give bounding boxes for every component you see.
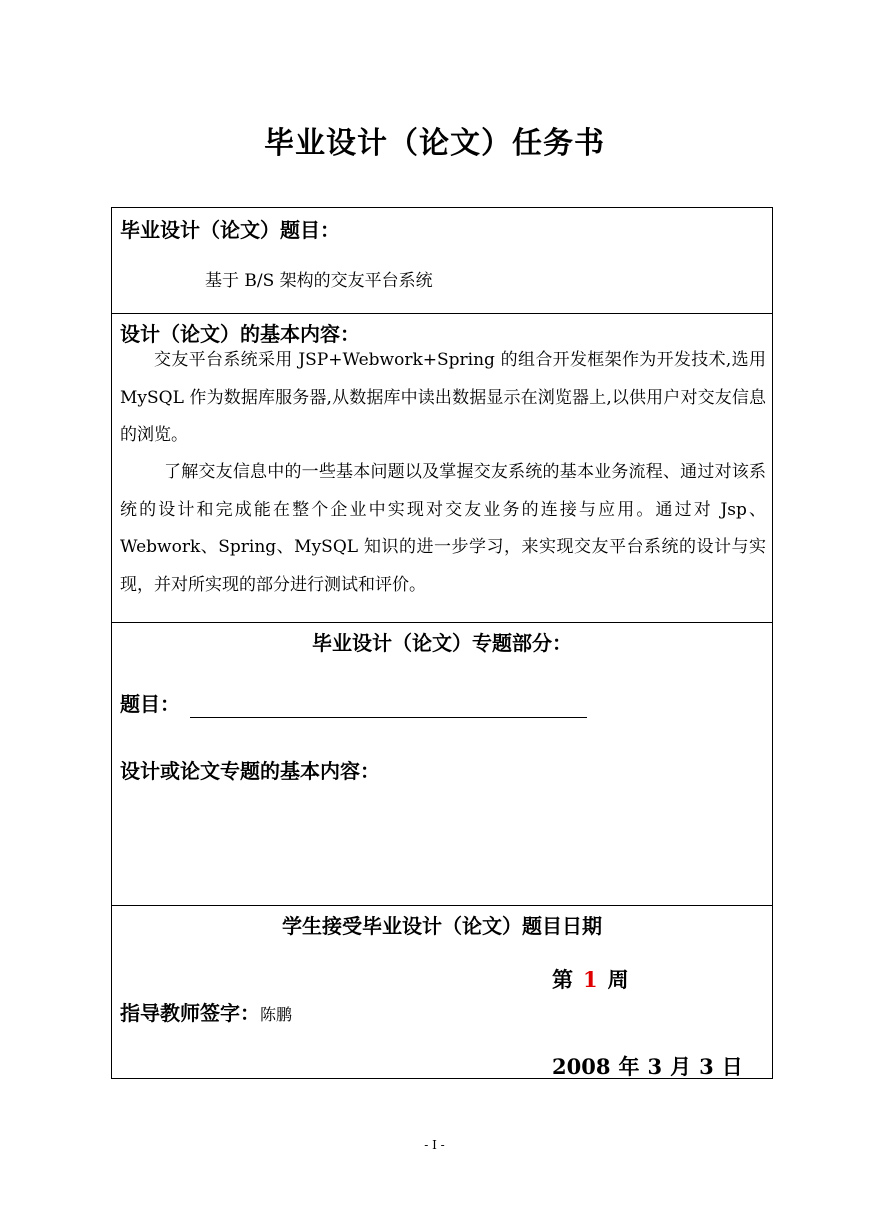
topic-heading: 毕业设计（论文）题目：: [120, 218, 340, 242]
date-day: 3: [699, 1054, 714, 1079]
week-suffix: 周: [607, 967, 629, 992]
week-prefix: 第: [552, 967, 573, 992]
special-content-label: 设计或论文专题的基本内容：: [120, 759, 380, 783]
special-row: [112, 623, 772, 906]
week-number: 1: [583, 967, 598, 992]
content-heading: 设计（论文）的基本内容：: [120, 322, 360, 346]
special-topic-blank-line: [190, 717, 587, 718]
acceptance-row: [112, 906, 772, 1078]
special-heading: 毕业设计（论文）专题部分：: [312, 631, 572, 655]
content-row: [112, 314, 772, 623]
acceptance-heading: 学生接受毕业设计（论文）题目日期: [282, 914, 602, 938]
page-title: 毕业设计（论文）任务书: [264, 126, 605, 161]
content-paragraph-2: 了解交友信息中的一些基本问题以及掌握交友系统的基本业务流程、通过对该系统的设计和完成能在整个企业中实现对交友业务的连接与应用。通过对 Jsp、Webwork、Spring、MySQL 知识的进一步学习，来实现交友平台系统的设计与实现，并对所实现的部分进行测试和评价。: [120, 462, 766, 595]
task-form-table: [111, 207, 773, 1079]
advisor-signature: [120, 997, 292, 1026]
signature-date: [552, 1051, 751, 1081]
date-month-unit: 月: [670, 1054, 692, 1079]
week-line: [552, 964, 629, 994]
page-number: - I -: [424, 1138, 445, 1152]
date-month: 3: [647, 1054, 663, 1079]
thesis-topic: 基于 B/S 架构的交友平台系统: [205, 271, 433, 291]
date-year-unit: 年: [618, 1054, 640, 1079]
advisor-label: 指导教师签字：: [120, 1001, 260, 1025]
date-day-unit: 日: [721, 1054, 743, 1079]
special-topic-label: 题目：: [120, 692, 180, 716]
advisor-name: 陈鹏: [260, 1005, 293, 1024]
topic-row: [112, 208, 772, 314]
date-year: 2008: [552, 1054, 611, 1079]
content-paragraph-1: 交友平台系统采用 JSP+Webwork+Spring 的组合开发框架作为开发技术,选用 MySQL 作为数据库服务器,从数据库中读出数据显示在浏览器上,以供用户对交友信息的浏览。: [120, 350, 766, 445]
